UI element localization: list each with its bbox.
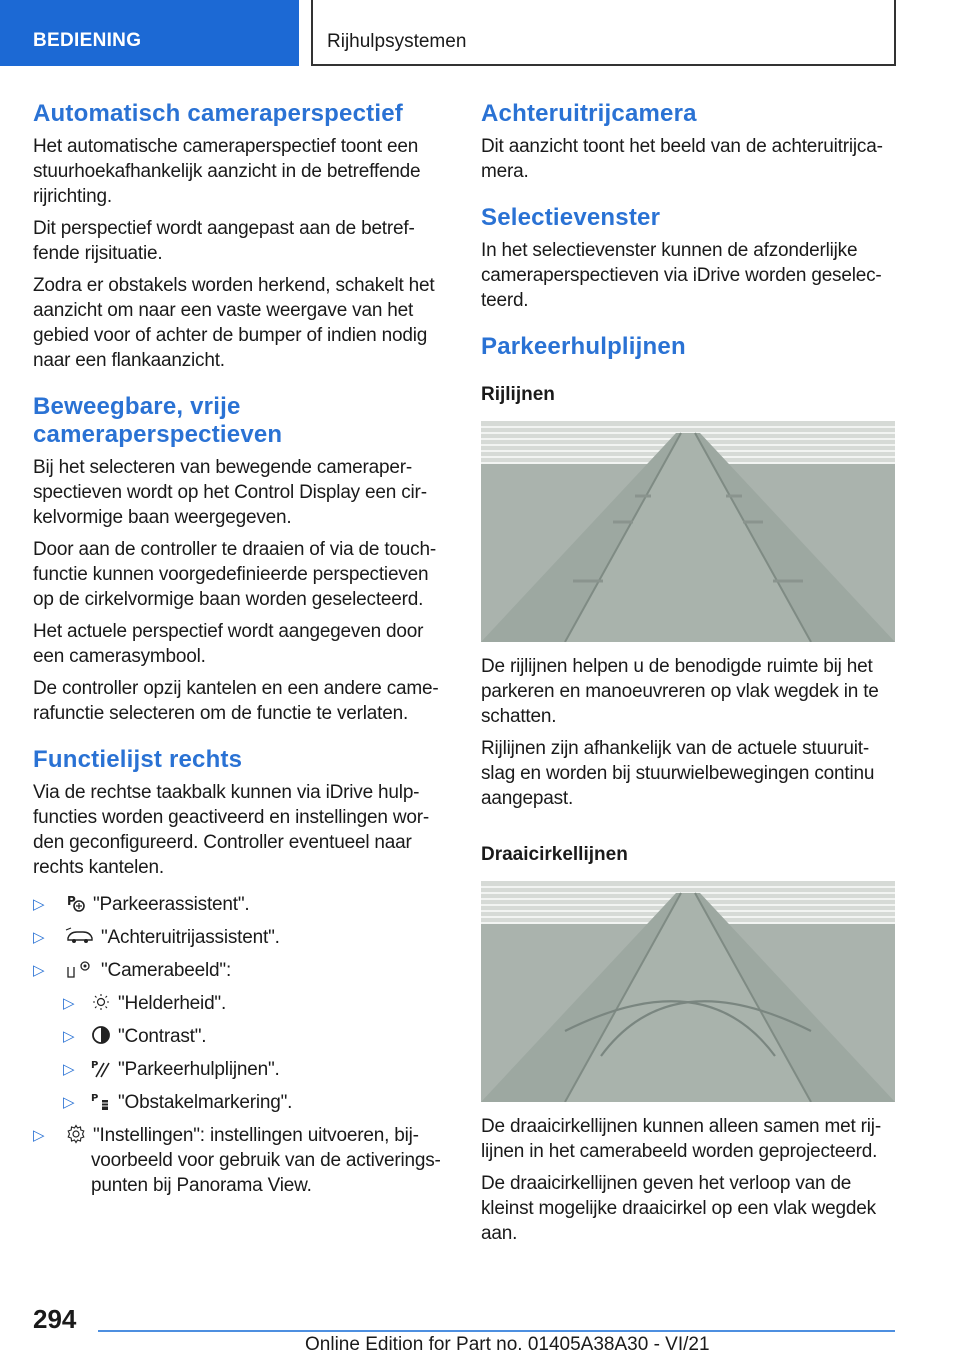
heading-parking-lines: Parkeerhulplijnen xyxy=(481,333,686,360)
list-item-text: "Parkeerhulplijnen". xyxy=(118,1059,280,1080)
right-column xyxy=(481,100,895,1253)
subheading-driving-lines: Rijlijnen xyxy=(481,384,555,405)
bullet-triangle-icon: ▷ xyxy=(33,1127,45,1144)
list-item-text: "Helderheid". xyxy=(118,993,227,1014)
reverse-assistant-icon xyxy=(65,926,95,946)
bullet-triangle-icon: ▷ xyxy=(33,896,45,913)
list-item-text: "Parkeerassistent". xyxy=(93,894,250,915)
svg-text:P: P xyxy=(91,1060,99,1071)
section-tab xyxy=(311,0,896,66)
paragraph: Via de rechtse taakbalk kunnen via iDrive hulp-functies worden geactiveerd en instellingen wor-den geconfigureerd. Controller eventueel naar rechts kantelen. xyxy=(33,782,429,878)
parking-assistant-icon xyxy=(65,893,87,913)
turning-circle-lines-illustration xyxy=(481,881,895,1102)
bullet-triangle-icon: ▷ xyxy=(33,962,45,979)
paragraph: Dit perspectief wordt aangepast aan de betref-fende rijsituatie. xyxy=(33,218,415,264)
svg-text:P: P xyxy=(91,1093,99,1104)
bullet-triangle-icon: ▷ xyxy=(63,1028,75,1045)
chapter-tab xyxy=(0,0,299,66)
heading-free-perspectives: Beweegbare, vrije cameraperspectieven xyxy=(33,393,283,448)
list-item xyxy=(33,958,447,983)
list-item-text: "Achteruitrijassistent". xyxy=(101,927,280,948)
list-item xyxy=(33,1123,447,1198)
list-item-text: "Contrast". xyxy=(118,1026,207,1047)
list-item-text: "Instellingen": instellingen uitvoeren, bij-voorbeeld voor gebruik van de activerings-punten bij Panorama View. xyxy=(91,1125,441,1196)
parking-lines-icon xyxy=(90,1058,112,1078)
settings-gear-icon xyxy=(65,1124,87,1144)
brightness-icon xyxy=(90,992,112,1012)
paragraph: Door aan de controller te draaien of via de touch-functie kunnen voorgedefinieerde perspectieven op de cirkelvormige baan worden geselecteerd. xyxy=(33,539,436,610)
list-item-text: "Camerabeeld": xyxy=(101,960,232,981)
paragraph: Het actuele perspectief wordt aangegeven door een camerasymbool. xyxy=(33,621,424,667)
list-item xyxy=(33,925,447,950)
bullet-triangle-icon: ▷ xyxy=(33,929,45,946)
camera-image-icon xyxy=(65,959,95,979)
paragraph: De draaicirkellijnen geven het verloop van de kleinst mogelijke draaicirkel op een vlak wegdek aan. xyxy=(481,1173,876,1244)
paragraph: Het automatische cameraperspectief toont een stuurhoekafhankelijk aanzicht in de betreffende rijrichting. xyxy=(33,136,421,207)
paragraph: Zodra er obstakels worden herkend, schakelt het aanzicht om naar een vaste weergave van het gebied voor of achter de bumper of indien nodig naar een flankaanzicht. xyxy=(33,275,435,371)
heading-selection-window: Selectievenster xyxy=(481,204,661,231)
list-item xyxy=(33,991,447,1016)
list-item xyxy=(33,1024,447,1049)
page-number: 294 xyxy=(33,1304,77,1334)
paragraph: De controller opzij kantelen en een andere came-rafunctie selecteren om de functie te verlaten. xyxy=(33,678,439,724)
paragraph: Dit aanzicht toont het beeld van de achteruitrijca-mera. xyxy=(481,136,883,182)
paragraph: De rijlijnen helpen u de benodigde ruimte bij het parkeren en manoeuvreren op vlak wegdek in te schatten. xyxy=(481,656,879,727)
subheading-turning-circle-lines: Draaicirkellijnen xyxy=(481,844,628,865)
heading-automatic-camera: Automatisch cameraperspectief xyxy=(33,100,403,127)
obstacle-marking-icon xyxy=(90,1091,112,1111)
footer-divider xyxy=(98,1330,895,1332)
page-footer xyxy=(0,1290,960,1362)
contrast-icon xyxy=(90,1025,112,1045)
function-list xyxy=(33,892,447,1198)
paragraph: Bij het selecteren van bewegende cameraper-spectieven wordt op het Control Display een cir-kelvormige baan weergegeven. xyxy=(33,457,427,528)
paragraph: Rijlijnen zijn afhankelijk van de actuele stuuruit-slag en worden bij stuurwielbewegingen continu aangepast. xyxy=(481,738,875,809)
left-column xyxy=(33,100,447,1206)
heading-function-list: Functielijst rechts xyxy=(33,746,243,773)
list-item xyxy=(33,892,447,917)
page-header xyxy=(0,0,960,66)
list-item xyxy=(33,1090,447,1115)
heading-rear-camera: Achteruitrijcamera xyxy=(481,100,697,127)
driving-lines-illustration xyxy=(481,421,895,642)
bullet-triangle-icon: ▷ xyxy=(63,1061,75,1078)
chapter-title: BEDIENING xyxy=(33,30,142,51)
edition-text: Online Edition for Part no. 01405A38A30 - VI/21 xyxy=(305,1334,710,1355)
bullet-triangle-icon: ▷ xyxy=(63,1094,75,1111)
section-title: Rijhulpsystemen xyxy=(327,31,467,52)
paragraph: In het selectievenster kunnen de afzonderlijke cameraperspectieven via iDrive worden geselec-teerd. xyxy=(481,240,882,311)
list-item-text: "Obstakelmarkering". xyxy=(118,1092,293,1113)
bullet-triangle-icon: ▷ xyxy=(63,995,75,1012)
paragraph: De draaicirkellijnen kunnen alleen samen met rij-lijnen in het camerabeeld worden geprojecteerd. xyxy=(481,1116,881,1162)
svg-text:P: P xyxy=(67,894,76,908)
list-item xyxy=(33,1057,447,1082)
